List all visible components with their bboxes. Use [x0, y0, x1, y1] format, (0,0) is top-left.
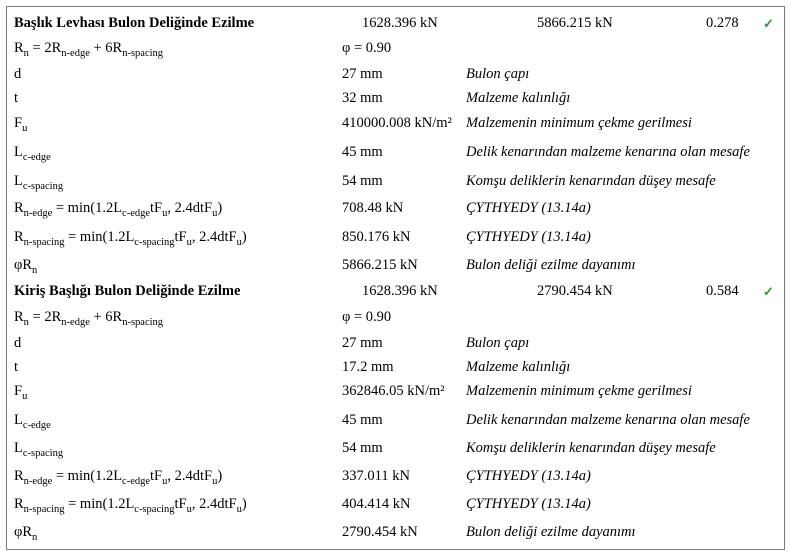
param-label: d — [14, 66, 22, 82]
param-description: Bulon çapı — [466, 66, 530, 82]
param-value: 337.011 kN — [342, 468, 410, 484]
param-description: Bulon deliği ezilme dayanımı — [466, 257, 636, 273]
param-description: Komşu deliklerin kenarından düşey mesafe — [466, 440, 716, 456]
param-value: 27 mm — [342, 66, 383, 82]
param-label: $F_u$ — [14, 115, 28, 134]
param-value: 410000.008 kN/m² — [342, 115, 452, 131]
param-description: Bulon çapı — [466, 335, 530, 351]
capacity-value: 1628.396 kN — [362, 15, 438, 31]
param-description: Delik kenarından malzeme kenarına olan mesafe — [466, 144, 750, 160]
demand-value: 2790.454 kN — [537, 283, 613, 299]
param-label: $F_u$ — [14, 383, 28, 402]
ratio-value: 0.584 — [706, 283, 739, 299]
param-description: Malzeme kalınlığı — [466, 359, 571, 375]
param-description: Delik kenarından malzeme kenarına olan mesafe — [466, 412, 750, 428]
param-label: d — [14, 335, 22, 351]
param-value: 404.414 kN — [342, 496, 411, 512]
param-label: t — [14, 90, 19, 106]
param-description: ÇYTHYEDY (13.14a) — [466, 496, 591, 512]
param-label: $R_{n-edge} = \min(1.2L_{c-edge}tF_u$, 2.4dtF$_u$) — [14, 200, 223, 219]
param-label: $R_{n-spacing} = \min(1.2L_{c-spacing}tF_u$, 2.4dtF$_u$) — [14, 496, 247, 515]
param-description: Bulon deliği ezilme dayanımı — [466, 524, 636, 540]
param-value: 850.176 kN — [342, 229, 411, 245]
ratio-value: 0.278 — [706, 15, 739, 31]
check-icon: ✓ — [763, 16, 774, 31]
phi-value: φ = 0.90 — [342, 40, 392, 56]
param-description: ÇYTHYEDY (13.14a) — [466, 200, 591, 216]
param-description: Komşu deliklerin kenarından düşey mesafe — [466, 173, 716, 189]
param-label: $L_{c-edge}$ — [14, 144, 51, 163]
calculation-report — [6, 6, 785, 550]
param-value: 45 mm — [342, 412, 383, 428]
param-label: $L_{c-spacing}$ — [14, 173, 64, 192]
param-label: $R_{n-spacing} = \min(1.2L_{c-spacing}tF_u$, 2.4dtF$_u$) — [14, 229, 247, 248]
param-value: 17.2 mm — [342, 359, 394, 375]
param-value: 708.48 kN — [342, 200, 404, 216]
rn-formula: $R_n = 2R_{n-edge} + 6R_{n-spacing}$ — [14, 309, 164, 328]
param-label: t — [14, 359, 19, 375]
rn-formula: $R_n = 2R_{n-edge} + 6R_{n-spacing}$ — [14, 40, 164, 59]
param-label: $L_{c-edge}$ — [14, 412, 51, 431]
param-description: ÇYTHYEDY (13.14a) — [466, 229, 591, 245]
param-value: 54 mm — [342, 440, 383, 456]
param-description: Malzemenin minimum çekme gerilmesi — [466, 383, 692, 399]
capacity-value: 1628.396 kN — [362, 283, 438, 299]
param-description: Malzemenin minimum çekme gerilmesi — [466, 115, 692, 131]
param-label: $R_{n-edge} = \min(1.2L_{c-edge}tF_u$, 2.4dtF$_u$) — [14, 468, 223, 487]
param-value: 27 mm — [342, 335, 383, 351]
param-value: 45 mm — [342, 144, 383, 160]
param-value: 32 mm — [342, 90, 383, 106]
param-label: $\varphi R_n$ — [14, 257, 38, 276]
param-value: 5866.215 kN — [342, 257, 418, 273]
param-label: $\varphi R_n$ — [14, 524, 38, 543]
section-title: Başlık Levhası Bulon Deliğinde Ezilme — [14, 15, 255, 31]
check-icon: ✓ — [763, 284, 774, 299]
param-label: $L_{c-spacing}$ — [14, 440, 64, 459]
param-value: 2790.454 kN — [342, 524, 418, 540]
param-description: ÇYTHYEDY (13.14a) — [466, 468, 591, 484]
demand-value: 5866.215 kN — [537, 15, 613, 31]
param-value: 54 mm — [342, 173, 383, 189]
section-title: Kiriş Başlığı Bulon Deliğinde Ezilme — [14, 283, 241, 299]
phi-value: φ = 0.90 — [342, 309, 392, 325]
param-description: Malzeme kalınlığı — [466, 90, 571, 106]
param-value: 362846.05 kN/m² — [342, 383, 445, 399]
